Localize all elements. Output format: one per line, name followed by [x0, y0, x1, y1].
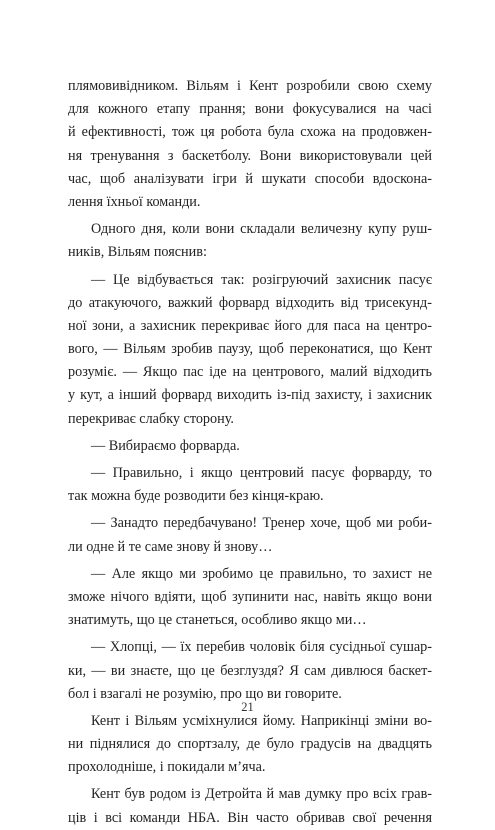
- text-line: ли одне й те саме знову й знову…: [68, 538, 273, 555]
- text-line: прохолодніше, і покидали м’яча.: [68, 759, 266, 776]
- text-line: — Вибираємо форварда.: [91, 437, 240, 454]
- text-line: ної зони, а захисник перекриває його для паса на центро-: [68, 317, 432, 334]
- paragraph: [68, 512, 432, 558]
- text-line: розуміє. — Якщо пас іде на центрового, малий відходить: [68, 364, 432, 381]
- text-line: ки, — ви знаєте, що це безглуздя? Я сам дивлюся баскет-: [68, 662, 432, 679]
- text-line: Одного дня, коли вони складали величезну купу руш-: [91, 221, 432, 238]
- text-line: знатимуть, що це станеться, особливо якщо ми…: [68, 612, 367, 629]
- text-line: зможе нічого вдіяти, щоб зупинити нас, навіть якщо вони: [68, 588, 432, 605]
- text-line: час, щоб аналізувати ігри й шукати способи вдоскона-: [68, 170, 432, 187]
- paragraph: [68, 636, 432, 706]
- text-line: ників, Вільям пояснив:: [68, 244, 207, 261]
- text-line: ців і всі команди НБА. Він часто обривав свої речення: [68, 809, 432, 826]
- text-line: так можна буде розводити без кінця-краю.: [68, 488, 324, 505]
- text-line: ня тренування з баскетболу. Вони використовували цей: [68, 147, 432, 164]
- text-line: для кожного етапу прання; вони фокусувалися на часі: [68, 101, 432, 118]
- text-line: — Це відбувається так: розігруючий захисник пасує: [91, 271, 432, 288]
- text-line: Кент був родом із Детройта й мав думку про всіх грав-: [91, 786, 432, 803]
- paragraph: [68, 269, 432, 431]
- text-line: плямовивідником. Вільям і Кент розробили свою схему: [68, 78, 432, 94]
- paragraph: [68, 783, 432, 829]
- paragraph: [68, 218, 432, 264]
- text-line: — Хлопці, — їх перебив чоловік біля сусідньої сушар-: [91, 639, 432, 656]
- text-line: лення їхньої команди.: [68, 193, 201, 210]
- paragraph: [68, 75, 432, 214]
- page-body: [68, 75, 432, 830]
- paragraph: [68, 710, 432, 780]
- paragraph: [68, 462, 432, 508]
- paragraph: [68, 435, 432, 458]
- text-line: у кут, а інший форвард виходить із-під захисту, і захисник: [68, 387, 432, 404]
- paragraph: [68, 563, 432, 633]
- text-line: до атакуючого, важкий форвард відходить від трисекунд-: [68, 294, 432, 311]
- page-number: 21: [241, 700, 254, 714]
- text-line: Кент і Вільям усміхнулися йому. Наприкінці зміни во-: [91, 712, 432, 729]
- text-line: — Занадто передбачувано! Тренер хоче, щоб ми роби-: [91, 515, 432, 532]
- text-line: — Правильно, і якщо центровий пасує форварду, то: [91, 465, 432, 481]
- text-line: бол і взагалі не розумію, про що ви говорите.: [68, 685, 342, 702]
- text-line: й ефективності, тож ця робота була схожа на продовжен-: [68, 124, 432, 141]
- text-line: ни піднялися до спортзалу, де було градусів на двадцять: [68, 736, 432, 753]
- text-line: вого, — Вільям зробив паузу, щоб переконатися, що Кент: [68, 341, 432, 358]
- text-line: перекриває слабку сторону.: [68, 410, 234, 427]
- text-line: — Але якщо ми зробимо це правильно, то захист не: [91, 565, 432, 582]
